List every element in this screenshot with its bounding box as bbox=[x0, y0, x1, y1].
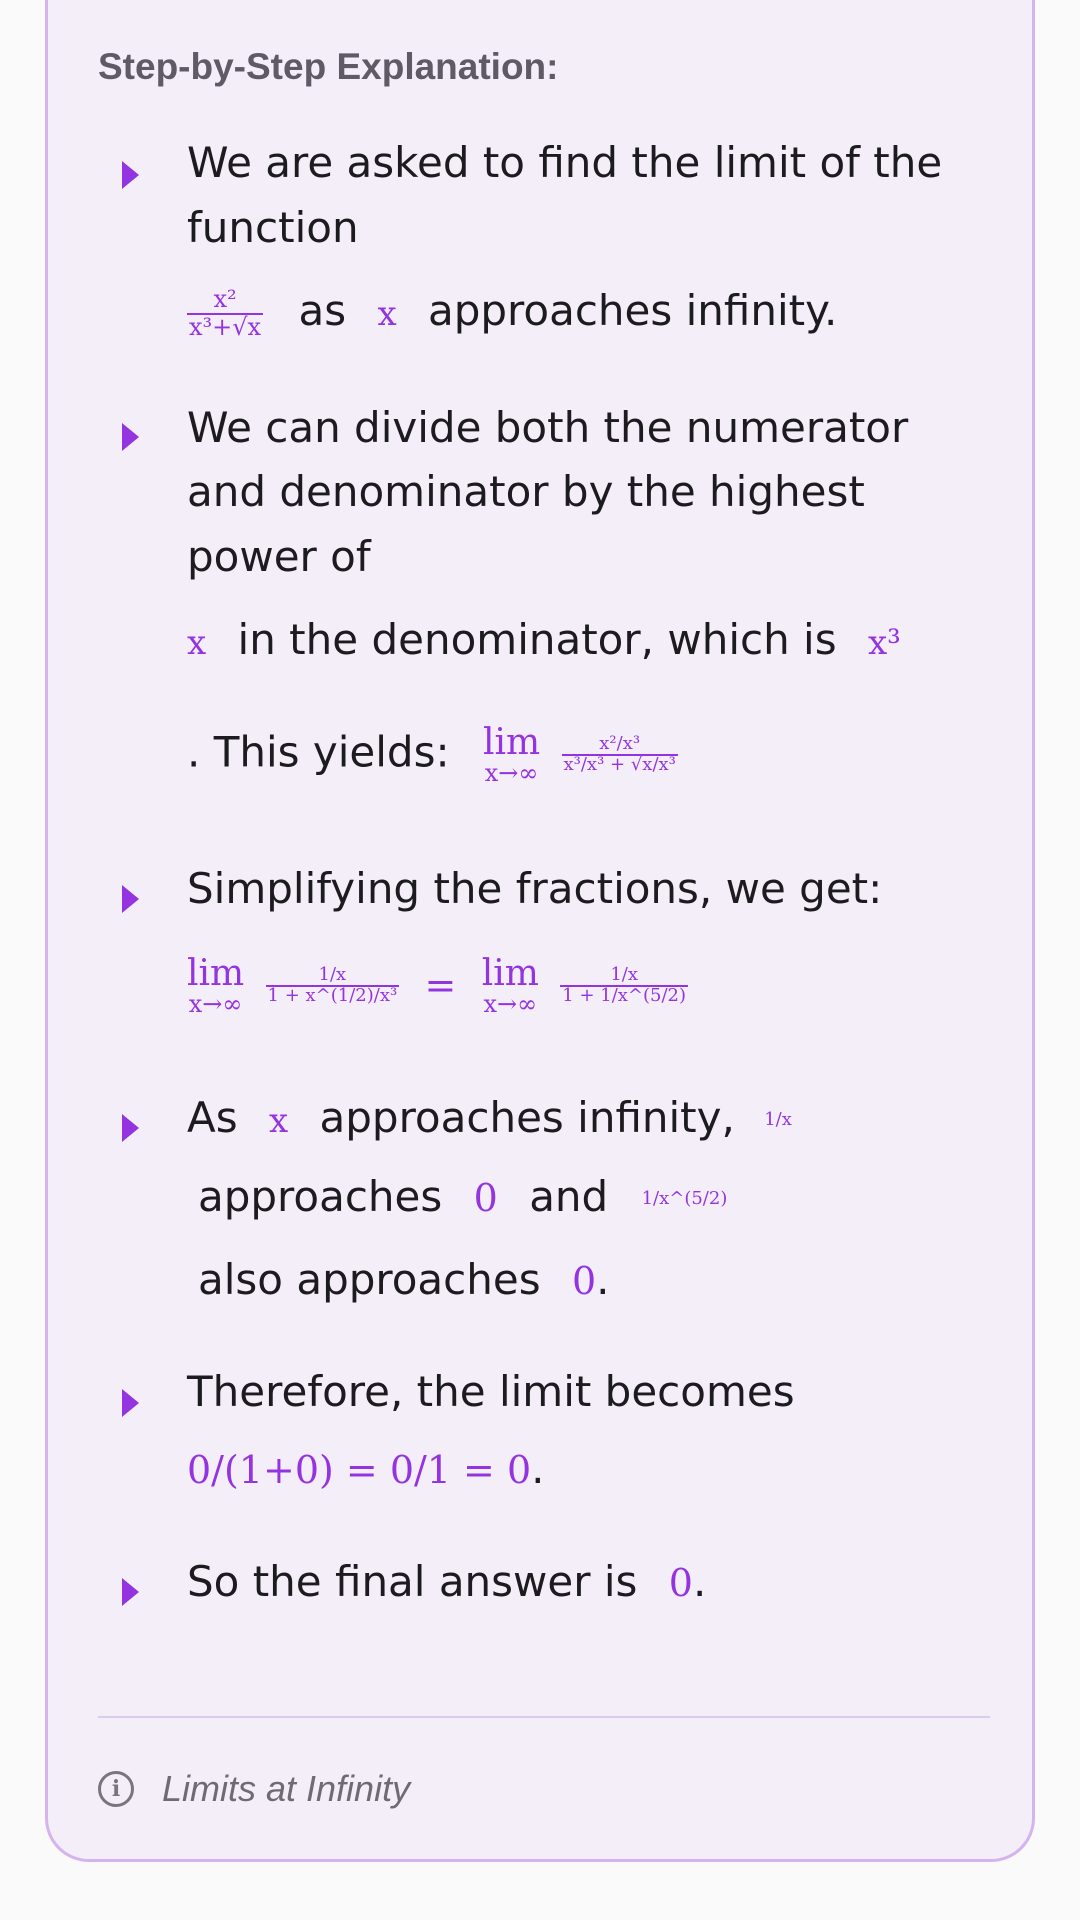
step-2-line-2: and denominator by the highest bbox=[187, 467, 865, 516]
fraction-value: 1/x bbox=[764, 1109, 792, 1131]
step-2-line-3: power of bbox=[187, 532, 371, 581]
equals-sign: = bbox=[424, 962, 457, 1007]
fraction-denominator: 1 + 1/x^(5/2) bbox=[562, 985, 687, 1006]
lim-subscript: x→∞ bbox=[484, 759, 539, 787]
fraction-b bbox=[560, 966, 688, 1006]
limit-operator bbox=[481, 953, 539, 1018]
bullet-icon bbox=[122, 885, 139, 913]
step-4-line-2 bbox=[198, 1172, 729, 1223]
section-heading: Step-by-Step Explanation: bbox=[98, 46, 559, 87]
lim-subscript: x→∞ bbox=[188, 990, 243, 1018]
math-zero: 0 bbox=[668, 1561, 693, 1605]
fraction-x2-over-x3-plus-sqrtx bbox=[187, 287, 263, 339]
math-zero: 0 bbox=[571, 1259, 597, 1303]
topic-footer[interactable] bbox=[98, 1764, 410, 1814]
bullet-icon bbox=[122, 1114, 139, 1142]
final-expression: 0/(1+0) = 0/1 = 0 bbox=[187, 1448, 532, 1492]
text-as: As bbox=[187, 1093, 238, 1142]
info-icon: i bbox=[98, 1771, 134, 1807]
fraction-denominator: 1 + x^(1/2)/x³ bbox=[267, 985, 398, 1006]
step-2-line-1: We can divide both the numerator bbox=[187, 403, 909, 452]
bullet-icon bbox=[122, 161, 139, 189]
text-in-the-denominator: in the denominator, which is bbox=[237, 615, 837, 664]
step-4-line-1 bbox=[187, 1093, 794, 1146]
fraction-one-over-x-five-halves bbox=[640, 1190, 730, 1209]
fraction-numerator: x² bbox=[213, 285, 237, 314]
compound-fraction bbox=[562, 735, 678, 775]
step-2-line-5 bbox=[187, 722, 678, 787]
fraction-numerator: 1/x bbox=[610, 964, 638, 986]
limit-operator bbox=[482, 722, 541, 787]
bullet-icon bbox=[122, 1389, 139, 1417]
step-4-line-3 bbox=[198, 1255, 610, 1306]
text-period: . bbox=[596, 1255, 610, 1304]
lim-word: lim bbox=[482, 722, 541, 763]
math-x: x bbox=[187, 623, 207, 663]
divider bbox=[98, 1716, 990, 1718]
step-3-line-2 bbox=[187, 953, 688, 1018]
fraction-value: 1/x^(5/2) bbox=[641, 1188, 728, 1210]
lim-subscript: x→∞ bbox=[483, 990, 538, 1018]
lim-word: lim bbox=[481, 953, 539, 994]
math-zero: 0 bbox=[473, 1176, 498, 1220]
text-period: . bbox=[531, 1444, 545, 1493]
step-1-line-3 bbox=[187, 286, 837, 340]
text-final-answer: So the final answer is bbox=[187, 1557, 638, 1606]
math-x: x bbox=[377, 294, 397, 334]
math-x-cubed: x³ bbox=[867, 623, 901, 663]
step-5-line-2 bbox=[187, 1444, 545, 1495]
text-approaches-infinity: approaches infinity. bbox=[427, 286, 838, 335]
explanation-card bbox=[45, 0, 1035, 1862]
text-also-approaches: also approaches bbox=[198, 1255, 541, 1304]
bullet-icon bbox=[122, 423, 139, 451]
step-1-line-2: function bbox=[187, 203, 359, 252]
text-this-yields: . This yields: bbox=[187, 727, 450, 777]
step-6-line-1 bbox=[187, 1557, 706, 1608]
step-1-line-1: We are asked to find the limit of the bbox=[187, 138, 943, 187]
step-2-line-4 bbox=[187, 615, 901, 668]
text-and: and bbox=[529, 1172, 609, 1221]
fraction-denominator: x³/x³ + √x/x³ bbox=[563, 754, 676, 775]
fraction-numerator: 1/x bbox=[318, 964, 347, 986]
text-as: as bbox=[298, 286, 347, 335]
topic-label: Limits at Infinity bbox=[162, 1768, 411, 1809]
fraction-one-over-x bbox=[762, 1111, 794, 1130]
math-x: x bbox=[268, 1101, 289, 1141]
text-approaches: approaches bbox=[198, 1172, 443, 1221]
limit-operator bbox=[187, 953, 245, 1018]
bullet-icon bbox=[122, 1578, 139, 1606]
fraction-a bbox=[266, 966, 400, 1006]
step-3-line-1: Simplifying the fractions, we get: bbox=[187, 864, 883, 913]
lim-word: lim bbox=[187, 953, 245, 994]
text-approaches-infinity: approaches infinity, bbox=[319, 1093, 735, 1142]
step-5-line-1: Therefore, the limit becomes bbox=[187, 1367, 795, 1416]
fraction-numerator: x²/x³ bbox=[599, 733, 641, 755]
text-period: . bbox=[692, 1557, 707, 1606]
fraction-denominator: x³+√x bbox=[189, 312, 262, 341]
